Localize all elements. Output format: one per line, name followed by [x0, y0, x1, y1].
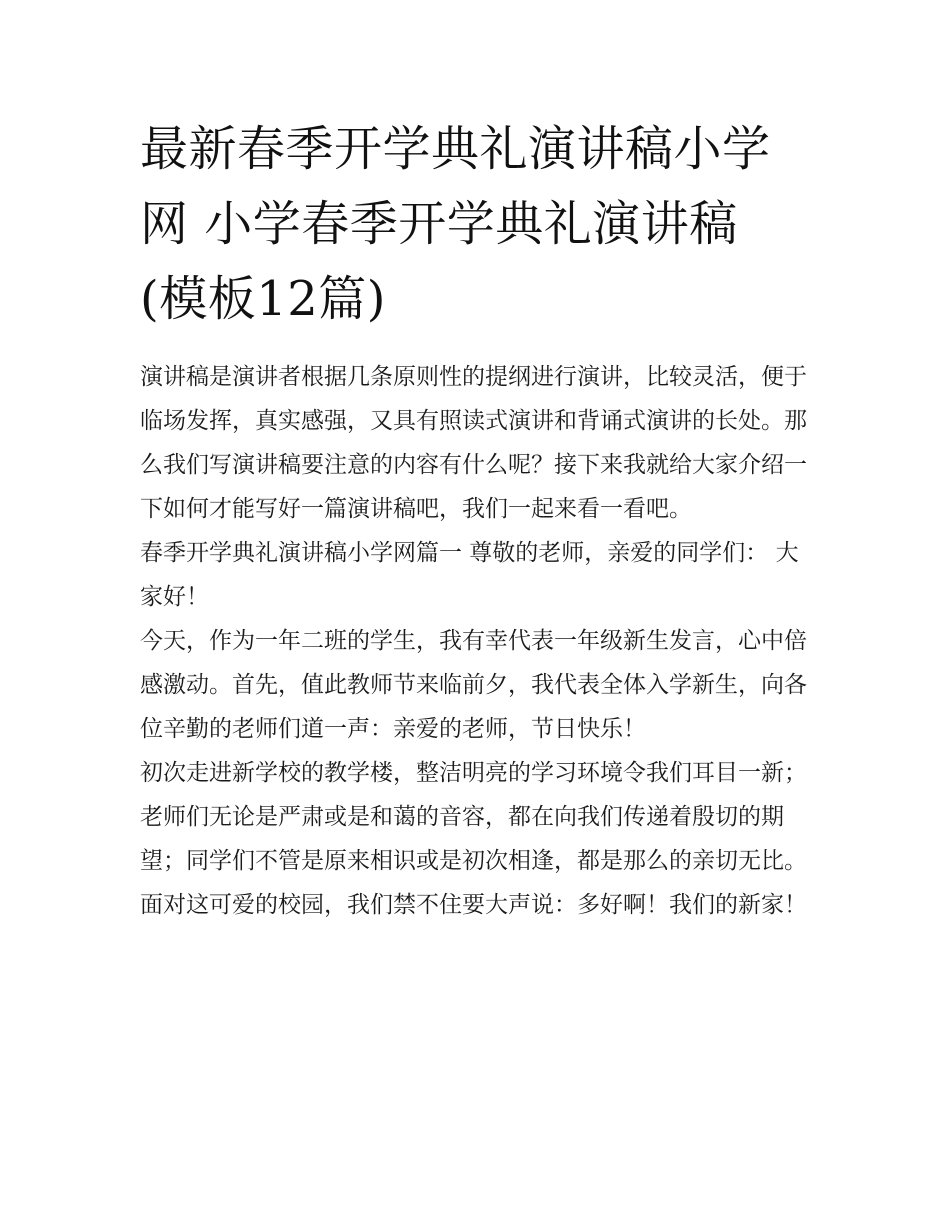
title-line-1: 最新春季开学典礼演讲稿小学: [140, 121, 771, 177]
body-paragraph-2: 初次走进新学校的教学楼，整洁明亮的学习环境令我们耳目一新；老师们无论是严肃或是和蔼的音容，都在向我们传递着殷切的期望；同学们不管是原来相识或是初次相逢，都是那么的亲切无比。面对这可爱的校园，我们禁不住要大声说：多好啊！我们的新家！: [140, 760, 807, 918]
intro-paragraph: 演讲稿是演讲者根据几条原则性的提纲进行演讲，比较灵活，便于临场发挥，真实感强，又具有照读式演讲和背诵式演讲的长处。那么我们写演讲稿要注意的内容有什么呢？接下来我就给大家介绍一下如何才能写好一篇演讲稿吧，我们一起来看一看吧。: [140, 364, 807, 522]
speech-heading-paragraph: 春季开学典礼演讲稿小学网篇一 尊敬的老师，亲爱的同学们： 大家好！: [140, 540, 799, 610]
document-body: [140, 112, 812, 927]
title-line-2: 网 小学春季开学典礼演讲稿: [140, 196, 738, 252]
title-line-3: (模板12篇): [140, 271, 387, 327]
document-title: [140, 112, 812, 337]
body-paragraph-1: 今天，作为一年二班的学生，我有幸代表一年级新生发言，心中倍感激动。首先，值此教师节来临前夕，我代表全体入学新生，向各位辛勤的老师们道一声：亲爱的老师，节日快乐！: [140, 628, 807, 742]
